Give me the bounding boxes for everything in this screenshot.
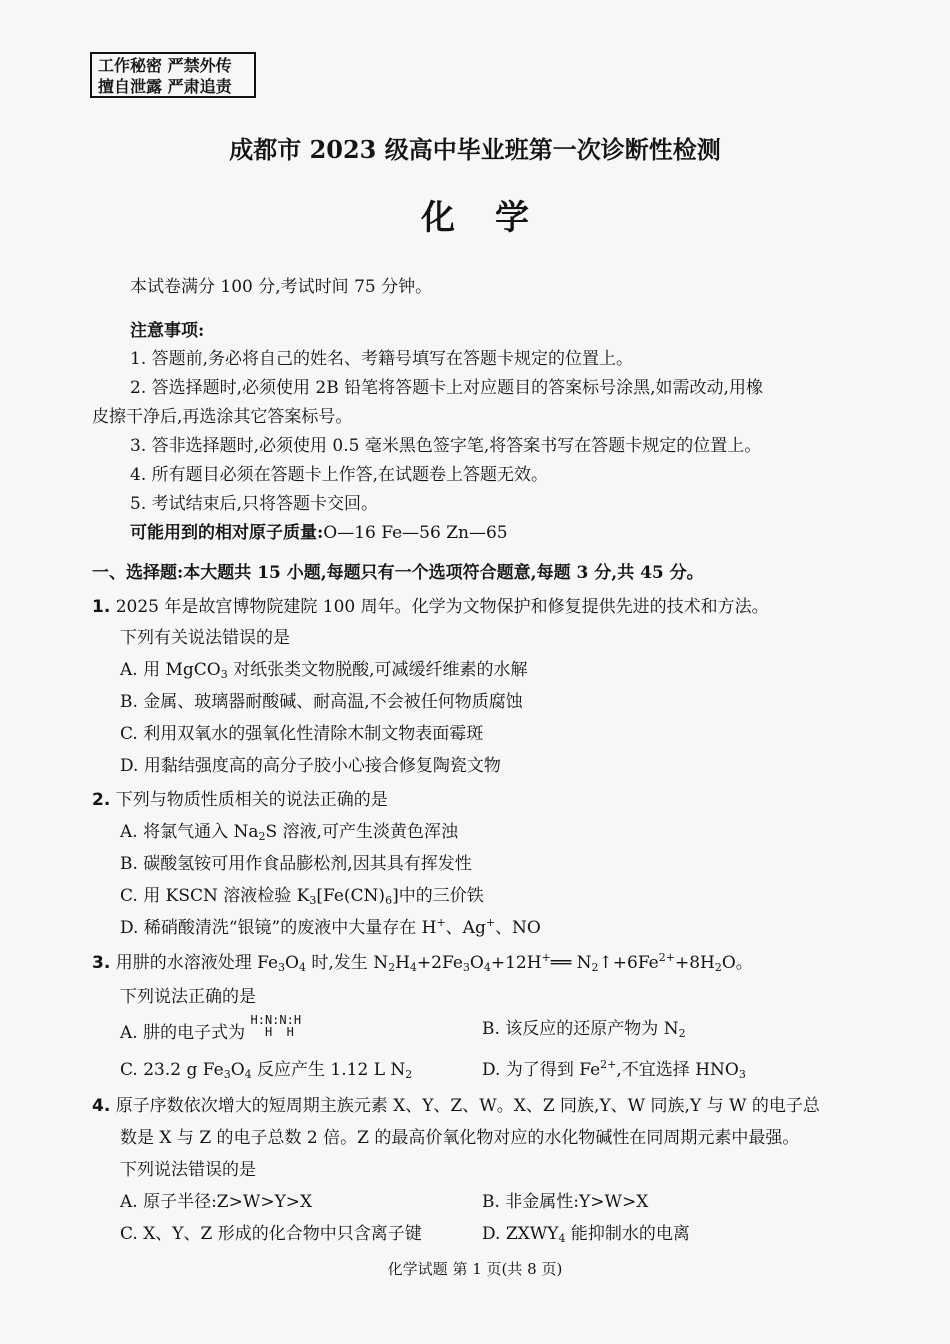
question-1-option-b: B. 金属、玻璃器耐酸碱、耐高温,不会被任何物质腐蚀 <box>120 692 523 712</box>
question-3-option-b: B. 该反应的还原产物为 $N_2$ <box>482 1019 686 1040</box>
question-3-stem <box>92 948 753 974</box>
confidential-stamp <box>90 52 256 98</box>
note-2a: 2. 答选择题时,必须使用 2B 铅笔将答题卡上对应题目的答案标号涂黑,如需改动,用橡 <box>130 378 763 398</box>
note-5: 5. 考试结束后,只将答题卡交回。 <box>130 494 379 514</box>
section-1-heading: 一、选择题:本大题共 15 小题,每题只有一个选项符合题意,每题 3 分,共 45 分。 <box>92 563 704 583</box>
stamp-line-1: 工作秘密 严禁外传 <box>98 56 232 75</box>
stamp-line-2: 擅自泄露 严肃追责 <box>98 77 232 96</box>
question-1-text: 2025 年是故宫博物院建院 100 周年。化学为文物保护和修复提供先进的技术和方法。 <box>115 597 769 617</box>
hydrazine-electron-formula: H:N:N:H H H <box>250 1013 302 1039</box>
question-4-option-c: C. X、Y、Z 形成的化合物中只含离子键 <box>120 1224 422 1244</box>
exam-title: 成都市 2023 级高中毕业班第一次诊断性检测 <box>229 135 721 164</box>
atomic-mass-values: O—16 Fe—56 Zn—65 <box>323 523 508 543</box>
question-4-text: 原子序数依次增大的短周期主族元素 X、Y、Z、W。X、Z 同族,Y、W 同族,Y 与 W 的电子总 <box>115 1096 820 1116</box>
question-2-option-d: D. 稀硝酸清洗“银镜”的废液中大量存在 H+、Ag+、NO <box>120 916 541 938</box>
question-3-option-a: A. 肼的电子式为 H:N:N:H H H <box>120 1013 302 1043</box>
question-4-stem <box>92 1091 820 1116</box>
question-4-number: 4. <box>92 1096 111 1116</box>
note-3: 3. 答非选择题时,必须使用 0.5 毫米黑色签字笔,将答案书写在答题卡规定的位置上。 <box>130 436 762 456</box>
question-1-stem <box>92 592 769 617</box>
note-2b: 皮擦干净后,再选涂其它答案标号。 <box>92 407 353 427</box>
question-3-prompt: 下列说法正确的是 <box>120 987 256 1007</box>
question-1-prompt: 下列有关说法错误的是 <box>120 628 290 648</box>
atomic-mass-line <box>130 518 508 543</box>
intro-text: 本试卷满分 100 分,考试时间 75 分钟。 <box>130 277 433 297</box>
question-3-option-c: C. 23.2 g $Fe_3O_4$ 反应产生 1.12 L $N_2$ <box>120 1060 413 1081</box>
note-4: 4. 所有题目必须在答题卡上作答,在试题卷上答题无效。 <box>130 465 549 485</box>
question-1-number: 1. <box>92 597 111 617</box>
note-1: 1. 答题前,务必将自己的姓名、考籍号填写在答题卡规定的位置上。 <box>130 349 634 369</box>
atomic-mass-label: 可能用到的相对原子质量: <box>130 523 324 543</box>
page-footer: 化学试题 第 1 页(共 8 页) <box>387 1260 563 1278</box>
question-2-option-a: A. 将氯气通入 $Na_2S$ 溶液,可产生淡黄色浑浊 <box>120 822 458 843</box>
question-3-equation: 用肼的水溶液处理 $Fe_3O_4$ 时,发生 $N_2H_4+2Fe_3O_4+12H^+══$ $N_2↑+6Fe^{2+}+8H_2O$。 <box>115 951 753 974</box>
question-2-option-c: C. 用 KSCN 溶液检验 $K_3[Fe(CN)_6]$中的三价铁 <box>120 886 484 907</box>
notes-heading: 注意事项: <box>130 321 205 341</box>
question-4-option-d: D. $ZXWY_4$ 能抑制水的电离 <box>482 1224 690 1245</box>
question-4-text-2: 数是 X 与 Z 的电子总数 2 倍。Z 的最高价氧化物对应的水化物碱性在同周期元素中最强。 <box>120 1128 800 1148</box>
question-2-stem <box>92 785 388 810</box>
question-4-option-b: B. 非金属性:Y>W>X <box>482 1192 649 1212</box>
question-3-option-d: D. 为了得到 $Fe^{2+}$,不宜选择 $HNO_3$ <box>482 1058 746 1081</box>
question-4-option-a: A. 原子半径:Z>W>Y>X <box>120 1192 313 1212</box>
question-3-number: 3. <box>92 953 111 973</box>
question-1-option-a: A. 用 MgCO$_3$ 对纸张类文物脱酸,可减缓纤维素的水解 <box>120 660 528 681</box>
question-2-text: 下列与物质性质相关的说法正确的是 <box>115 790 388 810</box>
question-2-number: 2. <box>92 790 111 810</box>
question-2-option-b: B. 碳酸氢铵可用作食品膨松剂,因其具有挥发性 <box>120 854 472 874</box>
question-4-prompt: 下列说法错误的是 <box>120 1160 256 1180</box>
subject-title: 化学 <box>421 198 569 238</box>
question-1-option-c: C. 利用双氧水的强氧化性清除木制文物表面霉斑 <box>120 724 484 744</box>
question-1-option-d: D. 用黏结强度高的高分子胶小心接合修复陶瓷文物 <box>120 756 501 776</box>
